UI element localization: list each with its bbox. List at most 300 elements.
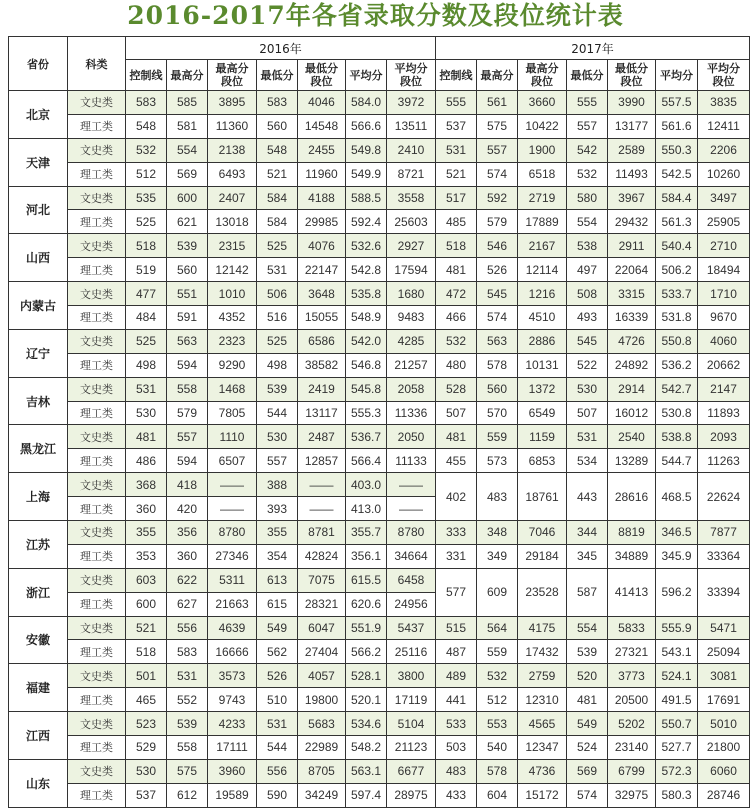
header-avg-score-rank-2017 — [698, 60, 750, 91]
cell-2016-min-score: 525 — [257, 329, 298, 353]
cell-2016-max-score: 556 — [167, 616, 208, 640]
table-row — [9, 449, 750, 473]
header-year-2016: 2016年 — [126, 37, 436, 60]
cell-2017-max-score-rank: 6549 — [518, 401, 567, 425]
cell-2016-max-score: 560 — [167, 258, 208, 282]
cell-2016-avg-score: 615.5 — [346, 568, 387, 592]
header-text: 最低分 — [570, 68, 604, 82]
cell-2016-avg-score: 597.4 — [346, 783, 387, 807]
cell-2017-merged-avg-score: 596.2 — [656, 568, 698, 616]
cell-2016-control-line: 368 — [126, 473, 167, 497]
cell-2017-min-score-rank: 6799 — [608, 759, 656, 783]
cell-2017-control-line: 531 — [436, 138, 477, 162]
subject-cell: 文史类 — [68, 282, 126, 306]
cell-2016-avg-score-rank: 6677 — [387, 759, 436, 783]
cell-2017-control-line: 466 — [436, 306, 477, 330]
cell-2017-merged-avg-score-rank: 33394 — [698, 568, 750, 616]
cell-2016-avg-score-rank: —— — [387, 473, 436, 497]
cell-2017-avg-score-rank: 33364 — [698, 544, 750, 568]
cell-2017-min-score: 345 — [567, 544, 608, 568]
table-row — [9, 282, 750, 306]
cell-2016-avg-score: 528.1 — [346, 664, 387, 688]
cell-2017-avg-score: 544.7 — [656, 449, 698, 473]
cell-2016-control-line: 519 — [126, 258, 167, 282]
cell-2017-max-score-rank: 2759 — [518, 664, 567, 688]
cell-2016-avg-score: 545.8 — [346, 377, 387, 401]
cell-2017-max-score-rank: 17432 — [518, 640, 567, 664]
header-text: 段位 — [531, 75, 554, 88]
header-text: 最高分 — [525, 62, 559, 75]
cell-2017-min-score: 534 — [567, 449, 608, 473]
cell-2017-avg-score: 561.3 — [656, 210, 698, 234]
province-cell: 吉林 — [9, 377, 68, 425]
cell-2017-control-line: 489 — [436, 664, 477, 688]
table-row — [9, 401, 750, 425]
cell-2017-max-score: 348 — [477, 521, 518, 545]
cell-2017-min-score: 531 — [567, 425, 608, 449]
table-row — [9, 664, 750, 688]
cell-2016-control-line: 486 — [126, 449, 167, 473]
cell-2017-avg-score-rank: 2093 — [698, 425, 750, 449]
cell-2017-min-score-rank: 13289 — [608, 449, 656, 473]
header-text: 最低分 — [305, 62, 338, 75]
cell-2017-min-score-rank: 3967 — [608, 186, 656, 210]
cell-2016-control-line: 353 — [126, 544, 167, 568]
subject-cell: 文史类 — [68, 91, 126, 115]
cell-2017-max-score: 563 — [477, 329, 518, 353]
cell-2016-max-score: 583 — [167, 640, 208, 664]
cell-2017-max-score: 574 — [477, 306, 518, 330]
cell-2016-min-score-rank: 4076 — [298, 234, 346, 258]
subject-cell: 文史类 — [68, 234, 126, 258]
header-text: 段位 — [310, 75, 333, 88]
table-row — [9, 736, 750, 760]
cell-2016-min-score: 613 — [257, 568, 298, 592]
cell-2016-max-score-rank: 13018 — [208, 210, 257, 234]
header-min-score-rank-2016 — [298, 60, 346, 91]
cell-2017-max-score: 545 — [477, 282, 518, 306]
cell-2017-max-score-rank: 15172 — [518, 783, 567, 807]
cell-2017-min-score-rank: 16339 — [608, 306, 656, 330]
cell-2016-min-score: 355 — [257, 521, 298, 545]
cell-2017-avg-score-rank: 5010 — [698, 712, 750, 736]
cell-2017-max-score: 564 — [477, 616, 518, 640]
cell-2017-min-score-rank: 2540 — [608, 425, 656, 449]
subject-cell: 文史类 — [68, 377, 126, 401]
cell-2016-max-score-rank: 1468 — [208, 377, 257, 401]
cell-2017-min-score: 574 — [567, 783, 608, 807]
cell-2017-control-line: 331 — [436, 544, 477, 568]
cell-2016-max-score: 539 — [167, 234, 208, 258]
cell-2016-min-score: 354 — [257, 544, 298, 568]
cell-2017-min-score-rank: 3773 — [608, 664, 656, 688]
cell-2016-avg-score-rank: 8721 — [387, 162, 436, 186]
cell-2016-max-score: 581 — [167, 114, 208, 138]
cell-2016-min-score-rank: 27404 — [298, 640, 346, 664]
cell-2016-avg-score-rank: 28975 — [387, 783, 436, 807]
cell-2017-control-line: 555 — [436, 91, 477, 115]
cell-2016-control-line: 548 — [126, 114, 167, 138]
cell-2016-min-score: 562 — [257, 640, 298, 664]
subject-cell: 文史类 — [68, 664, 126, 688]
cell-2017-avg-score: 555.9 — [656, 616, 698, 640]
cell-2017-min-score-rank: 4726 — [608, 329, 656, 353]
cell-2016-max-score-rank: 3960 — [208, 759, 257, 783]
cell-2016-avg-score: 403.0 — [346, 473, 387, 497]
table-row — [9, 234, 750, 258]
subject-cell: 文史类 — [68, 521, 126, 545]
cell-2017-merged-min-score: 587 — [567, 568, 608, 616]
cell-2016-avg-score: 542.0 — [346, 329, 387, 353]
cell-2017-max-score: 349 — [477, 544, 518, 568]
cell-2016-avg-score-rank: 1680 — [387, 282, 436, 306]
subject-cell: 文史类 — [68, 568, 126, 592]
cell-2017-min-score-rank: 29432 — [608, 210, 656, 234]
cell-2016-min-score-rank: 15055 — [298, 306, 346, 330]
cell-2016-avg-score: 534.6 — [346, 712, 387, 736]
cell-2016-avg-score: 355.7 — [346, 521, 387, 545]
cell-2016-max-score-rank: 6493 — [208, 162, 257, 186]
cell-2017-avg-score: 550.7 — [656, 712, 698, 736]
cell-2016-min-score: 521 — [257, 162, 298, 186]
province-cell: 山东 — [9, 759, 68, 807]
cell-2017-min-score-rank: 34889 — [608, 544, 656, 568]
cell-2016-min-score-rank: 28321 — [298, 592, 346, 616]
cell-2016-avg-score: 536.7 — [346, 425, 387, 449]
subject-cell: 理工类 — [68, 449, 126, 473]
header-text: 最低分 — [260, 68, 294, 82]
cell-2017-merged-min-score-rank: 28616 — [608, 473, 656, 521]
cell-2017-control-line: 441 — [436, 688, 477, 712]
cell-2016-min-score-rank: 4188 — [298, 186, 346, 210]
cell-2016-avg-score-rank: 3972 — [387, 91, 436, 115]
cell-2017-max-score: 559 — [477, 640, 518, 664]
cell-2016-max-score-rank: 1010 — [208, 282, 257, 306]
cell-2016-avg-score-rank: 24956 — [387, 592, 436, 616]
cell-2016-max-score-rank: 9743 — [208, 688, 257, 712]
cell-2017-max-score: 573 — [477, 449, 518, 473]
cell-2016-avg-score-rank: 25116 — [387, 640, 436, 664]
cell-2017-avg-score-rank: 12411 — [698, 114, 750, 138]
table-row — [9, 616, 750, 640]
cell-2017-merged-max-score: 483 — [477, 473, 518, 521]
province-cell: 河北 — [9, 186, 68, 234]
province-cell: 天津 — [9, 138, 68, 186]
cell-2017-min-score: 530 — [567, 377, 608, 401]
cell-2016-min-score: 516 — [257, 306, 298, 330]
admission-score-table — [8, 36, 750, 808]
cell-2017-avg-score-rank: 11263 — [698, 449, 750, 473]
table-row — [9, 210, 750, 234]
cell-2016-min-score: 388 — [257, 473, 298, 497]
cell-2017-min-score-rank: 11493 — [608, 162, 656, 186]
cell-2017-merged-control-line: 577 — [436, 568, 477, 616]
cell-2016-control-line: 477 — [126, 282, 167, 306]
cell-2017-control-line: 333 — [436, 521, 477, 545]
header-text: 最高分 — [215, 62, 249, 75]
cell-2017-control-line: 533 — [436, 712, 477, 736]
cell-2017-avg-score-rank: 6060 — [698, 759, 750, 783]
cell-2016-max-score: 591 — [167, 306, 208, 330]
cell-2016-min-score-rank: 14548 — [298, 114, 346, 138]
header-min-score-2017 — [567, 60, 608, 91]
cell-2016-min-score-rank: 34249 — [298, 783, 346, 807]
cell-2016-control-line: 535 — [126, 186, 167, 210]
province-cell: 辽宁 — [9, 329, 68, 377]
cell-2017-avg-score-rank: 18494 — [698, 258, 750, 282]
cell-2016-control-line: 583 — [126, 91, 167, 115]
cell-2017-max-score: 561 — [477, 91, 518, 115]
cell-2016-min-score-rank: 22147 — [298, 258, 346, 282]
cell-2016-avg-score-rank: 2050 — [387, 425, 436, 449]
cell-2016-control-line: 523 — [126, 712, 167, 736]
cell-2016-max-score-rank: 2323 — [208, 329, 257, 353]
cell-2016-control-line: 537 — [126, 783, 167, 807]
subject-cell: 文史类 — [68, 616, 126, 640]
cell-2017-max-score-rank: 12310 — [518, 688, 567, 712]
cell-2017-avg-score: 527.7 — [656, 736, 698, 760]
cell-2017-max-score-rank: 10422 — [518, 114, 567, 138]
header-text: 平均分 — [660, 68, 694, 82]
table-row — [9, 521, 750, 545]
province-cell: 上海 — [9, 473, 68, 521]
province-cell: 内蒙古 — [9, 282, 68, 330]
cell-2017-min-score-rank: 2911 — [608, 234, 656, 258]
cell-2017-avg-score: 572.3 — [656, 759, 698, 783]
cell-2016-max-score: 551 — [167, 282, 208, 306]
cell-2016-max-score-rank: 17111 — [208, 736, 257, 760]
cell-2017-min-score: 539 — [567, 640, 608, 664]
cell-2016-control-line: 518 — [126, 234, 167, 258]
cell-2017-max-score: 604 — [477, 783, 518, 807]
cell-2017-avg-score: 524.1 — [656, 664, 698, 688]
cell-2017-min-score: 557 — [567, 114, 608, 138]
cell-2017-min-score-rank: 23140 — [608, 736, 656, 760]
cell-2016-max-score-rank: 1110 — [208, 425, 257, 449]
cell-2016-min-score: 548 — [257, 138, 298, 162]
table-row — [9, 783, 750, 807]
cell-2016-avg-score-rank: 11133 — [387, 449, 436, 473]
subject-cell: 理工类 — [68, 544, 126, 568]
subject-cell: 文史类 — [68, 473, 126, 497]
cell-2017-avg-score-rank: 11893 — [698, 401, 750, 425]
cell-2016-control-line: 498 — [126, 353, 167, 377]
cell-2017-min-score-rank: 5202 — [608, 712, 656, 736]
cell-2017-avg-score: 533.7 — [656, 282, 698, 306]
cell-2016-min-score-rank: 42824 — [298, 544, 346, 568]
cell-2017-max-score-rank: 1900 — [518, 138, 567, 162]
cell-2017-control-line: 483 — [436, 759, 477, 783]
cell-2016-control-line: 600 — [126, 592, 167, 616]
cell-2016-max-score: 622 — [167, 568, 208, 592]
subject-cell: 理工类 — [68, 736, 126, 760]
cell-2017-min-score-rank: 20500 — [608, 688, 656, 712]
cell-2017-max-score: 512 — [477, 688, 518, 712]
table-row — [9, 473, 750, 497]
table-row — [9, 712, 750, 736]
cell-2017-min-score-rank: 22064 — [608, 258, 656, 282]
cell-2016-control-line: 521 — [126, 616, 167, 640]
cell-2017-merged-min-score-rank: 41413 — [608, 568, 656, 616]
table-row — [9, 544, 750, 568]
cell-2016-avg-score: 413.0 — [346, 497, 387, 521]
cell-2017-control-line: 433 — [436, 783, 477, 807]
cell-2017-avg-score: 561.6 — [656, 114, 698, 138]
cell-2016-min-score-rank: 4057 — [298, 664, 346, 688]
cell-2016-min-score: 544 — [257, 736, 298, 760]
subject-cell: 理工类 — [68, 497, 126, 521]
header-avg-score-rank-2016 — [387, 60, 436, 91]
cell-2016-avg-score-rank: 6458 — [387, 568, 436, 592]
cell-2017-avg-score-rank: 17691 — [698, 688, 750, 712]
header-min-score-rank-2017 — [608, 60, 656, 91]
header-control-line-2017 — [436, 60, 477, 91]
cell-2016-min-score: 525 — [257, 234, 298, 258]
cell-2017-avg-score: 536.2 — [656, 353, 698, 377]
cell-2016-max-score-rank: 2315 — [208, 234, 257, 258]
cell-2017-control-line: 487 — [436, 640, 477, 664]
cell-2016-avg-score: 566.4 — [346, 449, 387, 473]
cell-2016-min-score: 615 — [257, 592, 298, 616]
cell-2016-avg-score: 555.3 — [346, 401, 387, 425]
cell-2017-min-score: 520 — [567, 664, 608, 688]
cell-2017-control-line: 480 — [436, 353, 477, 377]
cell-2017-max-score: 559 — [477, 425, 518, 449]
cell-2017-max-score: 526 — [477, 258, 518, 282]
cell-2017-max-score: 532 — [477, 664, 518, 688]
cell-2016-avg-score-rank: 3558 — [387, 186, 436, 210]
cell-2017-min-score: 554 — [567, 616, 608, 640]
cell-2016-min-score: 556 — [257, 759, 298, 783]
cell-2017-min-score-rank: 32975 — [608, 783, 656, 807]
cell-2017-avg-score-rank: 1710 — [698, 282, 750, 306]
cell-2017-avg-score: 540.4 — [656, 234, 698, 258]
cell-2017-merged-avg-score-rank: 22624 — [698, 473, 750, 521]
cell-2017-min-score-rank: 2589 — [608, 138, 656, 162]
cell-2016-max-score: 579 — [167, 401, 208, 425]
cell-2016-avg-score: 532.6 — [346, 234, 387, 258]
cell-2016-min-score: 510 — [257, 688, 298, 712]
cell-2017-avg-score: 543.1 — [656, 640, 698, 664]
cell-2017-avg-score-rank: 3835 — [698, 91, 750, 115]
cell-2017-min-score: 497 — [567, 258, 608, 282]
cell-2016-avg-score: 620.6 — [346, 592, 387, 616]
cell-2016-min-score: 544 — [257, 401, 298, 425]
table-row — [9, 759, 750, 783]
table-row — [9, 186, 750, 210]
header-max-score-rank-2017 — [518, 60, 567, 91]
cell-2017-avg-score-rank: 25905 — [698, 210, 750, 234]
cell-2016-control-line: 532 — [126, 138, 167, 162]
cell-2016-max-score: 558 — [167, 377, 208, 401]
cell-2016-avg-score-rank: 21257 — [387, 353, 436, 377]
cell-2017-min-score: 555 — [567, 91, 608, 115]
subject-cell: 文史类 — [68, 425, 126, 449]
cell-2016-avg-score: 584.0 — [346, 91, 387, 115]
table-row — [9, 425, 750, 449]
cell-2016-min-score-rank: 29985 — [298, 210, 346, 234]
cell-2017-control-line: 515 — [436, 616, 477, 640]
header-text: 控制线 — [439, 68, 473, 82]
table-row — [9, 377, 750, 401]
cell-2016-max-score-rank: 16666 — [208, 640, 257, 664]
cell-2017-min-score: 554 — [567, 210, 608, 234]
cell-2016-min-score: 560 — [257, 114, 298, 138]
cell-2017-control-line: 503 — [436, 736, 477, 760]
cell-2016-control-line: 501 — [126, 664, 167, 688]
cell-2017-avg-score: 506.2 — [656, 258, 698, 282]
header-text: 平均分 — [707, 62, 741, 75]
header-avg-score-2016 — [346, 60, 387, 91]
cell-2017-control-line: 455 — [436, 449, 477, 473]
header-text: 平均分 — [349, 68, 383, 82]
cell-2016-max-score-rank: —— — [208, 473, 257, 497]
header-province: 省份 — [9, 37, 68, 91]
cell-2016-control-line: 531 — [126, 377, 167, 401]
cell-2017-avg-score: 345.9 — [656, 544, 698, 568]
cell-2017-min-score: 569 — [567, 759, 608, 783]
header-text: 最高分 — [480, 68, 514, 82]
cell-2016-control-line: 360 — [126, 497, 167, 521]
cell-2016-control-line: 481 — [126, 425, 167, 449]
cell-2017-avg-score: 550.8 — [656, 329, 698, 353]
cell-2016-max-score: 600 — [167, 186, 208, 210]
province-cell: 黑龙江 — [9, 425, 68, 473]
cell-2016-max-score: 569 — [167, 162, 208, 186]
cell-2016-max-score: 557 — [167, 425, 208, 449]
cell-2016-max-score-rank: 4233 — [208, 712, 257, 736]
cell-2016-max-score: 554 — [167, 138, 208, 162]
cell-2017-min-score: 522 — [567, 353, 608, 377]
cell-2016-avg-score-rank: 5437 — [387, 616, 436, 640]
cell-2016-max-score-rank: 3573 — [208, 664, 257, 688]
cell-2016-avg-score-rank: 13511 — [387, 114, 436, 138]
header-text: 段位 — [712, 75, 735, 88]
cell-2017-control-line: 472 — [436, 282, 477, 306]
cell-2016-min-score: 498 — [257, 353, 298, 377]
cell-2017-max-score-rank: 1159 — [518, 425, 567, 449]
province-cell: 浙江 — [9, 568, 68, 616]
header-avg-score-2017 — [656, 60, 698, 91]
cell-2017-min-score-rank: 5833 — [608, 616, 656, 640]
header-text: 段位 — [620, 75, 643, 88]
cell-2016-control-line: 525 — [126, 329, 167, 353]
table-row — [9, 162, 750, 186]
subject-cell: 文史类 — [68, 329, 126, 353]
cell-2017-min-score: 524 — [567, 736, 608, 760]
cell-2017-avg-score: 542.5 — [656, 162, 698, 186]
cell-2016-max-score-rank: 11360 — [208, 114, 257, 138]
cell-2017-control-line: 481 — [436, 258, 477, 282]
cell-2016-min-score-rank: 19800 — [298, 688, 346, 712]
cell-2016-max-score: 360 — [167, 544, 208, 568]
cell-2016-min-score-rank: 2487 — [298, 425, 346, 449]
cell-2016-min-score-rank: 22989 — [298, 736, 346, 760]
cell-2016-min-score: 583 — [257, 91, 298, 115]
cell-2017-avg-score: 580.3 — [656, 783, 698, 807]
cell-2016-min-score-rank: 4046 — [298, 91, 346, 115]
cell-2016-avg-score: 563.1 — [346, 759, 387, 783]
header-subject: 科类 — [68, 37, 126, 91]
cell-2017-avg-score-rank: 2147 — [698, 377, 750, 401]
cell-2016-avg-score-rank: 2058 — [387, 377, 436, 401]
header-text: 最高分 — [170, 68, 204, 82]
table-row — [9, 114, 750, 138]
cell-2016-avg-score-rank: 2927 — [387, 234, 436, 258]
cell-2016-max-score-rank: 8780 — [208, 521, 257, 545]
cell-2016-avg-score-rank: 5104 — [387, 712, 436, 736]
cell-2017-max-score: 540 — [477, 736, 518, 760]
